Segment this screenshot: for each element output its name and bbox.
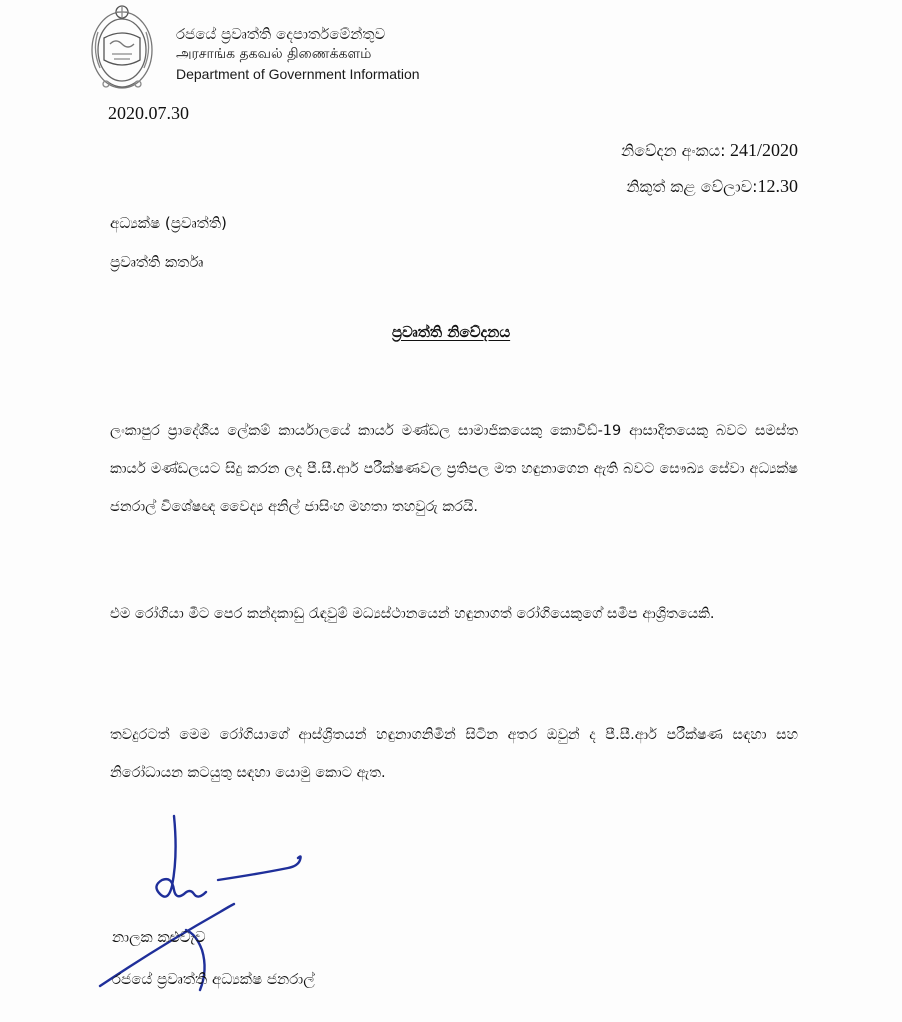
letterhead-english: Department of Government Information	[176, 66, 420, 82]
letterhead-sinhala: රජයේ ප්‍රවෘත්ති දෙපාර්තමේන්තුව	[176, 25, 386, 43]
release-date: 2020.07.30	[108, 103, 189, 123]
signatory-title: රජයේ ප්‍රවෘත්ති අධ්‍යක්ෂ ජනරාල්	[112, 970, 315, 988]
addressee-line-1: අධ්‍යක්ෂ (ප්‍රවෘත්ති)	[110, 214, 227, 232]
letterhead	[176, 24, 420, 84]
release-number-value: 241/2020	[725, 140, 798, 160]
government-emblem-icon	[84, 2, 160, 94]
release-time	[626, 176, 798, 197]
release-number	[621, 140, 798, 161]
release-time-label: නිකුත් කළ වේලාව:	[626, 177, 758, 196]
document-heading	[0, 323, 902, 341]
body-paragraph: එම රෝගියා මීට පෙර කන්දකාඩු රැඳවුම් මධ්‍යස්ථානයෙන් හඳුනාගත් රෝගියෙකුගේ සමීප ආශ්‍රිතයෙකි.	[110, 605, 715, 622]
letterhead-tamil: அரசாங்க தகவல் திணைக்களம்	[176, 46, 372, 62]
body-paragraph: තවදුරටත් මෙම රෝගියාගේ ආස්ශ්‍රිතයන් හඳුනාගනිමින් සිටින අතර ඔවුන් ද පී.සී.ආර් පරීක්ෂණ සඳහා සහ නිරෝධායන කටයුතු සඳහා යොමු කොට ඇත.	[110, 726, 798, 781]
document-heading-text: ප්‍රවෘත්ති නිවේදනය	[391, 323, 511, 341]
release-time-value: 12.30	[757, 176, 798, 196]
signatory-name: නාලක කළුවැව	[112, 928, 206, 946]
addressee-line-2: ප්‍රවෘත්ති කර්තෘ	[110, 253, 204, 271]
release-number-label: නිවේදන අංකය:	[621, 141, 726, 160]
body-paragraph: ලංකාපුර ප්‍රාදේශීය ලේකම් කාර්යාලයේ කාර්ය මණ්ඩල සාමාජිකයෙකු කොවිඩ්-19 ආසාදිතයෙකු බවට සමස්ත කාර්ය මණ්ඩලයට සිදු කරන ලද පී.සී.ආර් පරීක්ෂණවල ප්‍රතිපල මත හඳුනාගෙන ඇති බවට සෞඛ්‍ය සේවා අධ්‍යක්ෂ ජනරාල් විශේෂඥ වෛද්‍ය අනිල් ජාසිංහ මහතා තහවුරු කරයි.	[110, 422, 798, 515]
